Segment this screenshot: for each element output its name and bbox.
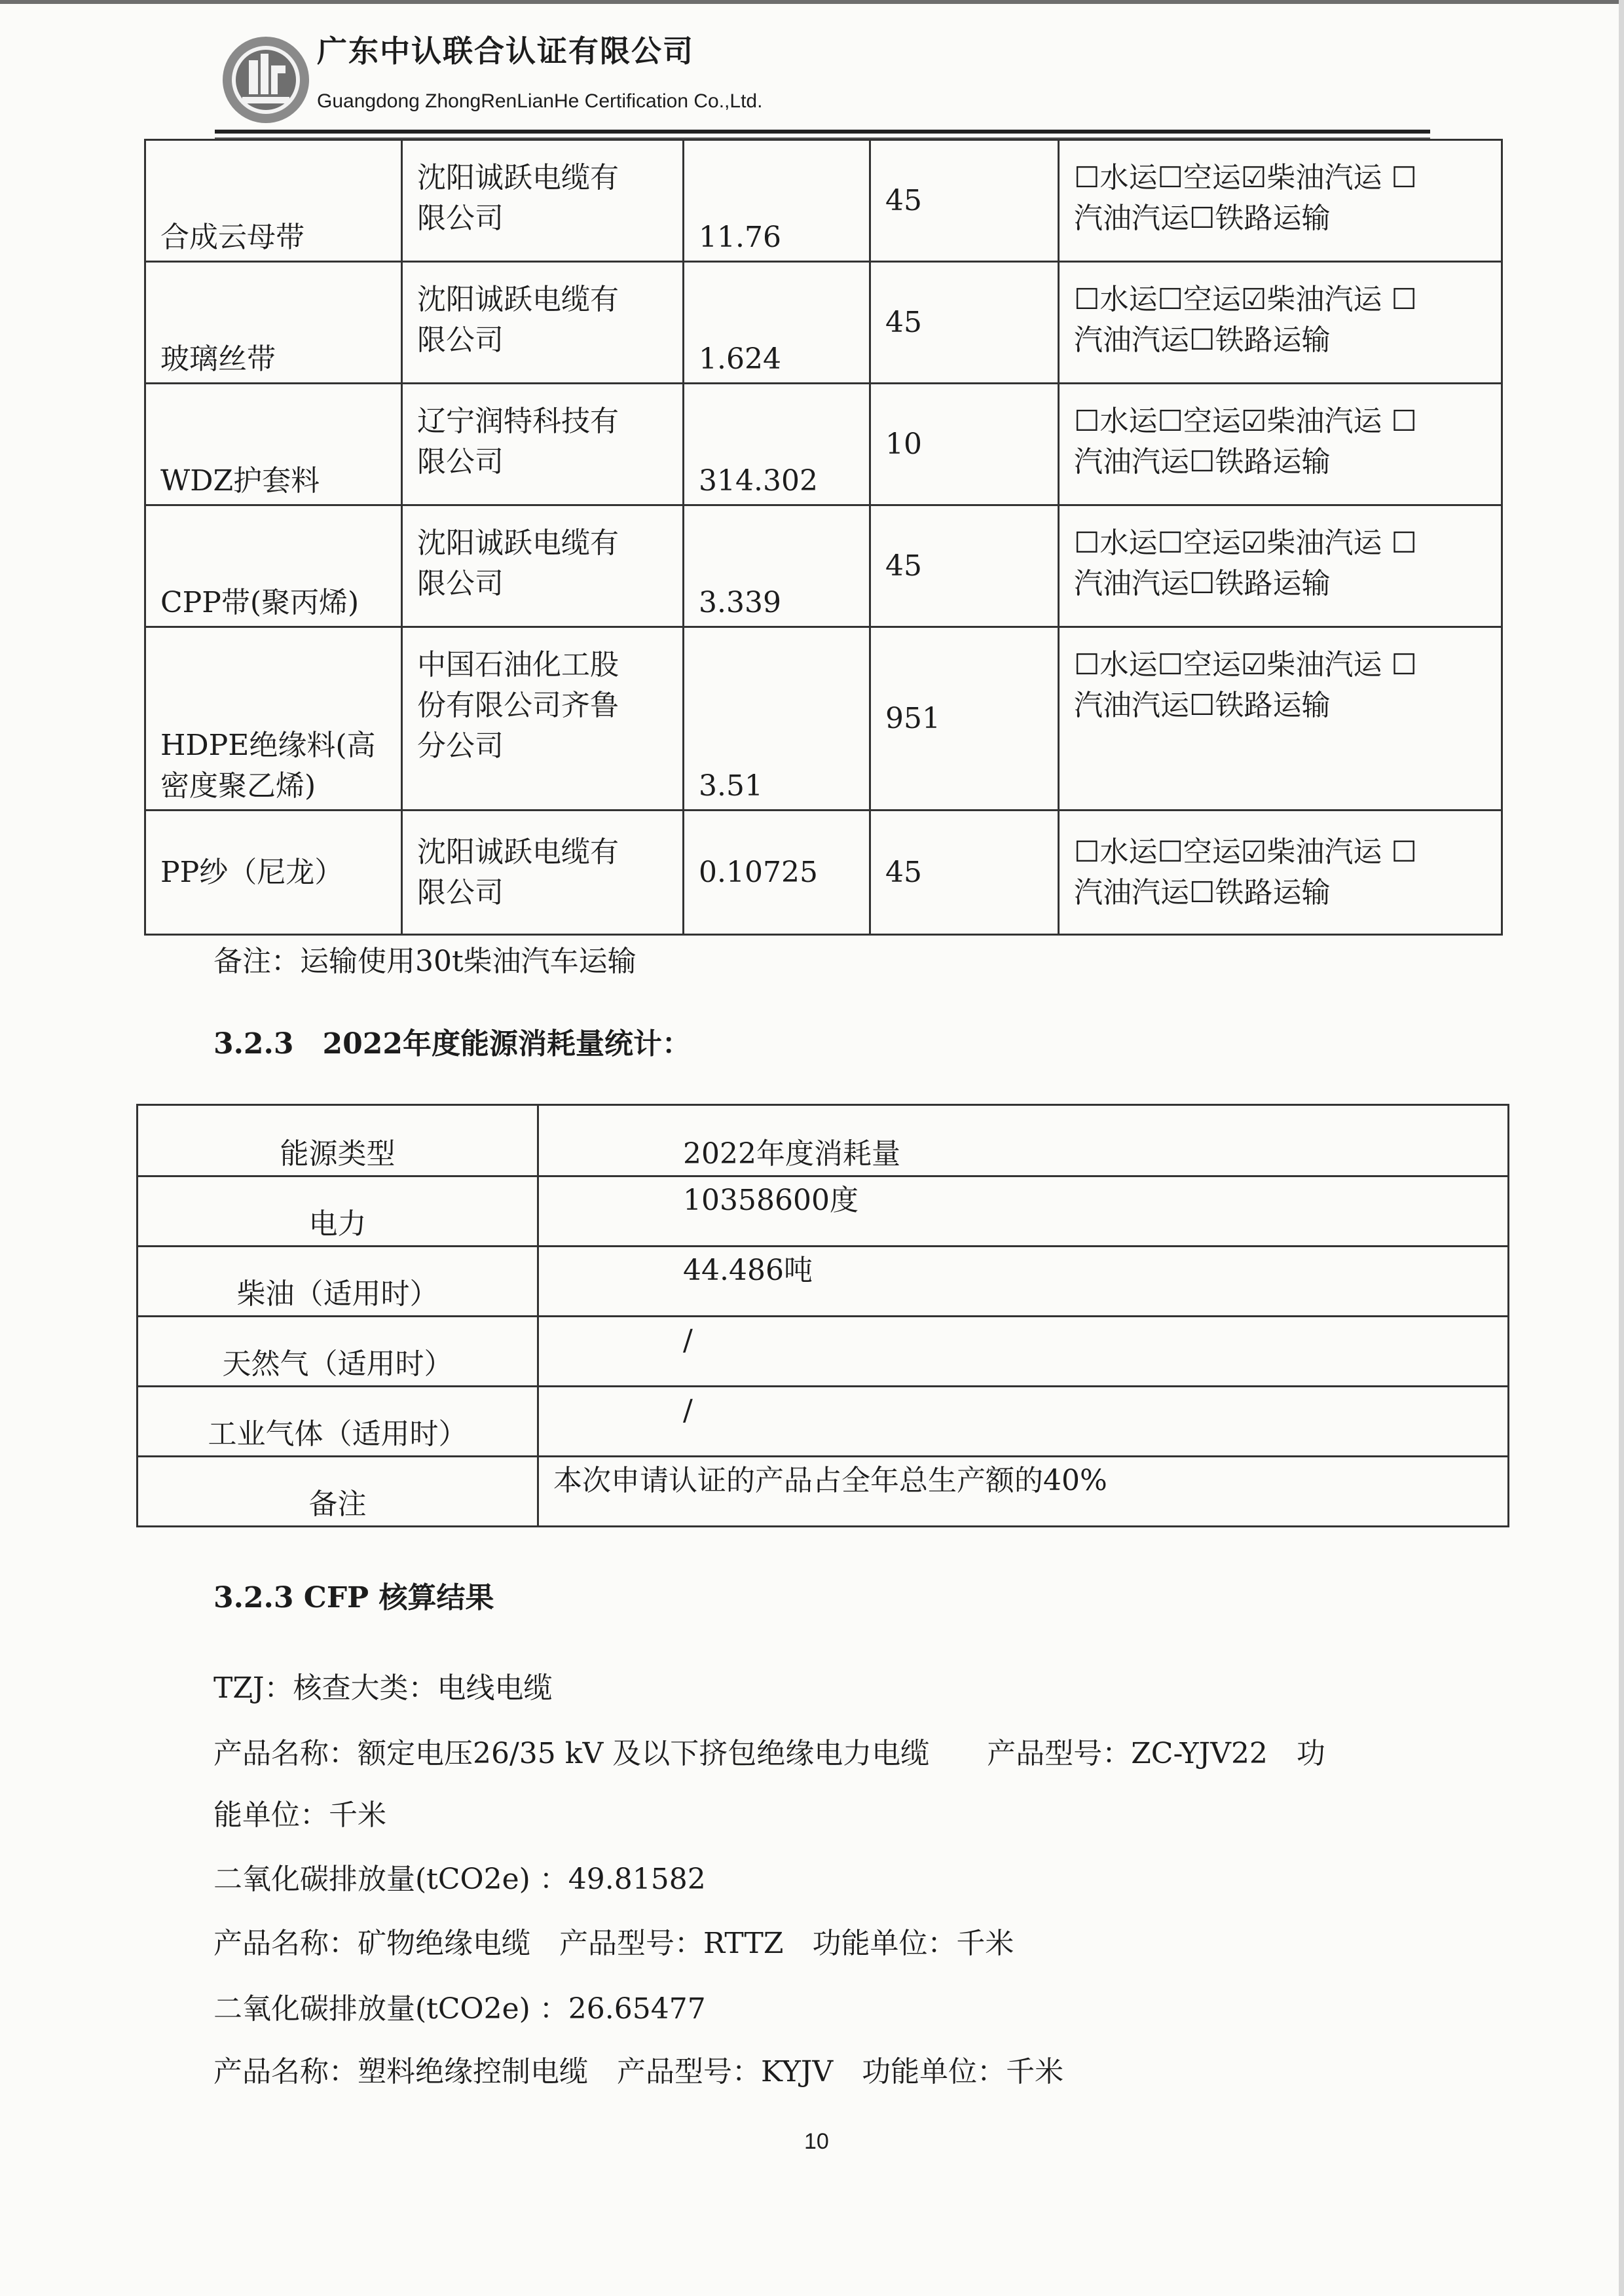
transport-mode-cell: ☐水运☐空运☑柴油汽运 ☐ 汽油汽运☐铁路运输 — [1059, 140, 1502, 262]
transport-table — [144, 139, 1503, 936]
material-cell: CPP带(聚丙烯) — [145, 505, 402, 627]
material-cell: HDPE绝缘料(高 密度聚乙烯) — [145, 627, 402, 811]
table-row — [145, 811, 1502, 935]
table-row — [145, 627, 1502, 811]
energy-value-cell: 10358600度 — [538, 1176, 1509, 1247]
energy-note-cell: 本次申请认证的产品占全年总生产额的40% — [538, 1457, 1509, 1527]
supplier-cell: 中国石油化工股 份有限公司齐鲁 分公司 — [402, 627, 684, 811]
table-row — [145, 384, 1502, 505]
table-row — [138, 1176, 1509, 1247]
energy-section-heading: 3.2.3 2022年度能源消耗量统计： — [213, 1027, 691, 1061]
supplier-cell: 沈阳诚跃电缆有 限公司 — [402, 262, 684, 384]
distance-cell: 45 — [870, 262, 1059, 384]
cfp-line: 二氧化碳排放量(tCO2e) ：26.65477 — [213, 1992, 706, 2026]
table-row — [138, 1387, 1509, 1457]
energy-type-cell: 电力 — [138, 1176, 538, 1247]
transport-mode-cell: ☐水运☐空运☑柴油汽运 ☐ 汽油汽运☐铁路运输 — [1059, 384, 1502, 505]
quantity-cell: 3.51 — [684, 627, 870, 811]
cfp-line: TZJ：核查大类：电线电缆 — [213, 1671, 553, 1705]
column-header-type: 能源类型 — [138, 1105, 538, 1176]
table-row — [138, 1247, 1509, 1317]
energy-type-cell: 天然气（适用时） — [138, 1317, 538, 1387]
supplier-cell: 辽宁润特科技有 限公司 — [402, 384, 684, 505]
material-cell: 合成云母带 — [145, 140, 402, 262]
energy-type-cell: 备注 — [138, 1457, 538, 1527]
material-cell: 玻璃丝带 — [145, 262, 402, 384]
table-header-row — [138, 1105, 1509, 1176]
cfp-section-heading: 3.2.3 CFP 核算结果 — [213, 1581, 494, 1614]
table-row — [145, 140, 1502, 262]
page-number: 10 — [804, 2129, 829, 2154]
supplier-cell: 沈阳诚跃电缆有 限公司 — [402, 811, 684, 935]
header-rule — [215, 130, 1430, 134]
supplier-cell: 沈阳诚跃电缆有 限公司 — [402, 140, 684, 262]
distance-cell: 45 — [870, 140, 1059, 262]
energy-table — [136, 1104, 1509, 1527]
quantity-cell: 0.10725 — [684, 811, 870, 935]
energy-value-cell: / — [538, 1387, 1509, 1457]
cfp-line: 产品名称：塑料绝缘控制电缆 产品型号：KYJV 功能单位：千米 — [213, 2055, 1064, 2088]
distance-cell: 45 — [870, 811, 1059, 935]
cfp-line: 能单位：千米 — [213, 1798, 386, 1832]
scan-right-edge — [1619, 0, 1624, 2296]
quantity-cell: 314.302 — [684, 384, 870, 505]
cfp-line: 二氧化碳排放量(tCO2e) ：49.81582 — [213, 1863, 706, 1896]
cfp-line: 产品名称：矿物绝缘电缆 产品型号：RTTZ 功能单位：千米 — [213, 1927, 1014, 1960]
table-row — [138, 1317, 1509, 1387]
energy-value-cell: 44.486吨 — [538, 1247, 1509, 1317]
distance-cell: 10 — [870, 384, 1059, 505]
supplier-cell: 沈阳诚跃电缆有 限公司 — [402, 505, 684, 627]
quantity-cell: 3.339 — [684, 505, 870, 627]
transport-mode-cell: ☐水运☐空运☑柴油汽运 ☐ 汽油汽运☐铁路运输 — [1059, 811, 1502, 935]
distance-cell: 45 — [870, 505, 1059, 627]
cfp-line: 产品名称：额定电压26/35 kV 及以下挤包绝缘电力电缆 产品型号：ZC-YJV22 功 — [213, 1737, 1325, 1770]
company-logo-icon — [220, 34, 312, 126]
transport-note: 备注：运输使用30t柴油汽车运输 — [213, 945, 637, 978]
quantity-cell: 1.624 — [684, 262, 870, 384]
material-cell: WDZ护套料 — [145, 384, 402, 505]
energy-type-cell: 工业气体（适用时） — [138, 1387, 538, 1457]
scan-top-edge — [0, 0, 1624, 4]
energy-value-cell: / — [538, 1317, 1509, 1387]
transport-mode-cell: ☐水运☐空运☑柴油汽运 ☐ 汽油汽运☐铁路运输 — [1059, 627, 1502, 811]
column-header-value: 2022年度消耗量 — [538, 1105, 1509, 1176]
transport-mode-cell: ☐水运☐空运☑柴油汽运 ☐ 汽油汽运☐铁路运输 — [1059, 505, 1502, 627]
table-row — [138, 1457, 1509, 1527]
quantity-cell: 11.76 — [684, 140, 870, 262]
table-row — [145, 262, 1502, 384]
table-row — [145, 505, 1502, 627]
energy-type-cell: 柴油（适用时） — [138, 1247, 538, 1317]
material-cell: PP纱（尼龙） — [145, 811, 402, 935]
transport-mode-cell: ☐水运☐空运☑柴油汽运 ☐ 汽油汽运☐铁路运输 — [1059, 262, 1502, 384]
distance-cell: 951 — [870, 627, 1059, 811]
company-name-cn: 广东中认联合认证有限公司 — [317, 33, 694, 69]
company-name-en: Guangdong ZhongRenLianHe Certification Co.,Ltd. — [317, 90, 763, 112]
